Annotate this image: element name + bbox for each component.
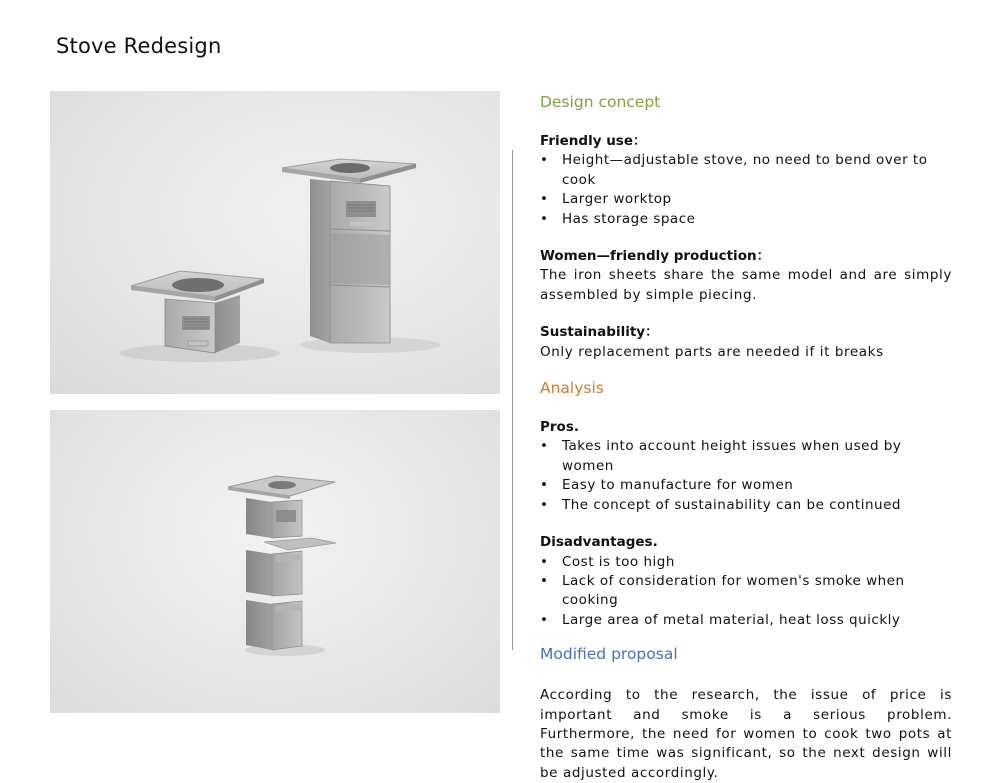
stove-render-assembled: [50, 91, 500, 394]
pros-label: Pros.: [540, 419, 579, 436]
analysis-heading: Analysis: [540, 379, 604, 398]
sustainability-text: Only replacement parts are needed if it breaks: [540, 343, 884, 360]
list-item: • Lack of consideration for women's smoke when cooking: [540, 572, 952, 611]
women-friendly-text: The iron sheets share the same model and are simply assembled by simple piecing.: [540, 267, 952, 303]
pros-list: [540, 437, 952, 515]
modified-proposal-text: According to the research, the issue of price is important and smoke is a serious problem. Furthermore, the need for women to cook two pots at the same time was significant, so the next design will be adjusted accordingly.: [540, 687, 952, 781]
description-panel: [540, 90, 952, 783]
stove-render-exploded: [50, 410, 500, 713]
list-item: • Takes into account height issues when used by women: [540, 437, 952, 476]
page-title: Stove Redesign: [56, 34, 222, 58]
sustainability-label: Sustainability：: [540, 324, 659, 341]
stove-illustration-exploded: [50, 410, 500, 713]
list-item: • Has storage space: [540, 210, 952, 229]
modified-proposal-heading: Modified proposal: [540, 645, 678, 664]
friendly-use-label: Friendly use：: [540, 133, 647, 149]
disadvantages-label: Disadvantages.: [540, 534, 658, 551]
list-item: • The concept of sustainability can be continued: [540, 496, 952, 515]
friendly-use-list: [540, 151, 952, 229]
list-item: • Height—adjustable stove, no need to bend over to cook: [540, 151, 952, 190]
design-concept-heading: Design concept: [540, 93, 661, 111]
list-item: • Large area of metal material, heat loss quickly: [540, 611, 952, 630]
list-item: • Larger worktop: [540, 190, 952, 209]
stove-illustration-assembled: [50, 91, 500, 394]
women-friendly-label: Women—friendly production：: [540, 248, 771, 265]
list-item: • Cost is too high: [540, 553, 952, 572]
list-item: • Easy to manufacture for women: [540, 476, 952, 495]
vertical-divider: [512, 150, 513, 650]
disadvantages-list: [540, 553, 952, 631]
